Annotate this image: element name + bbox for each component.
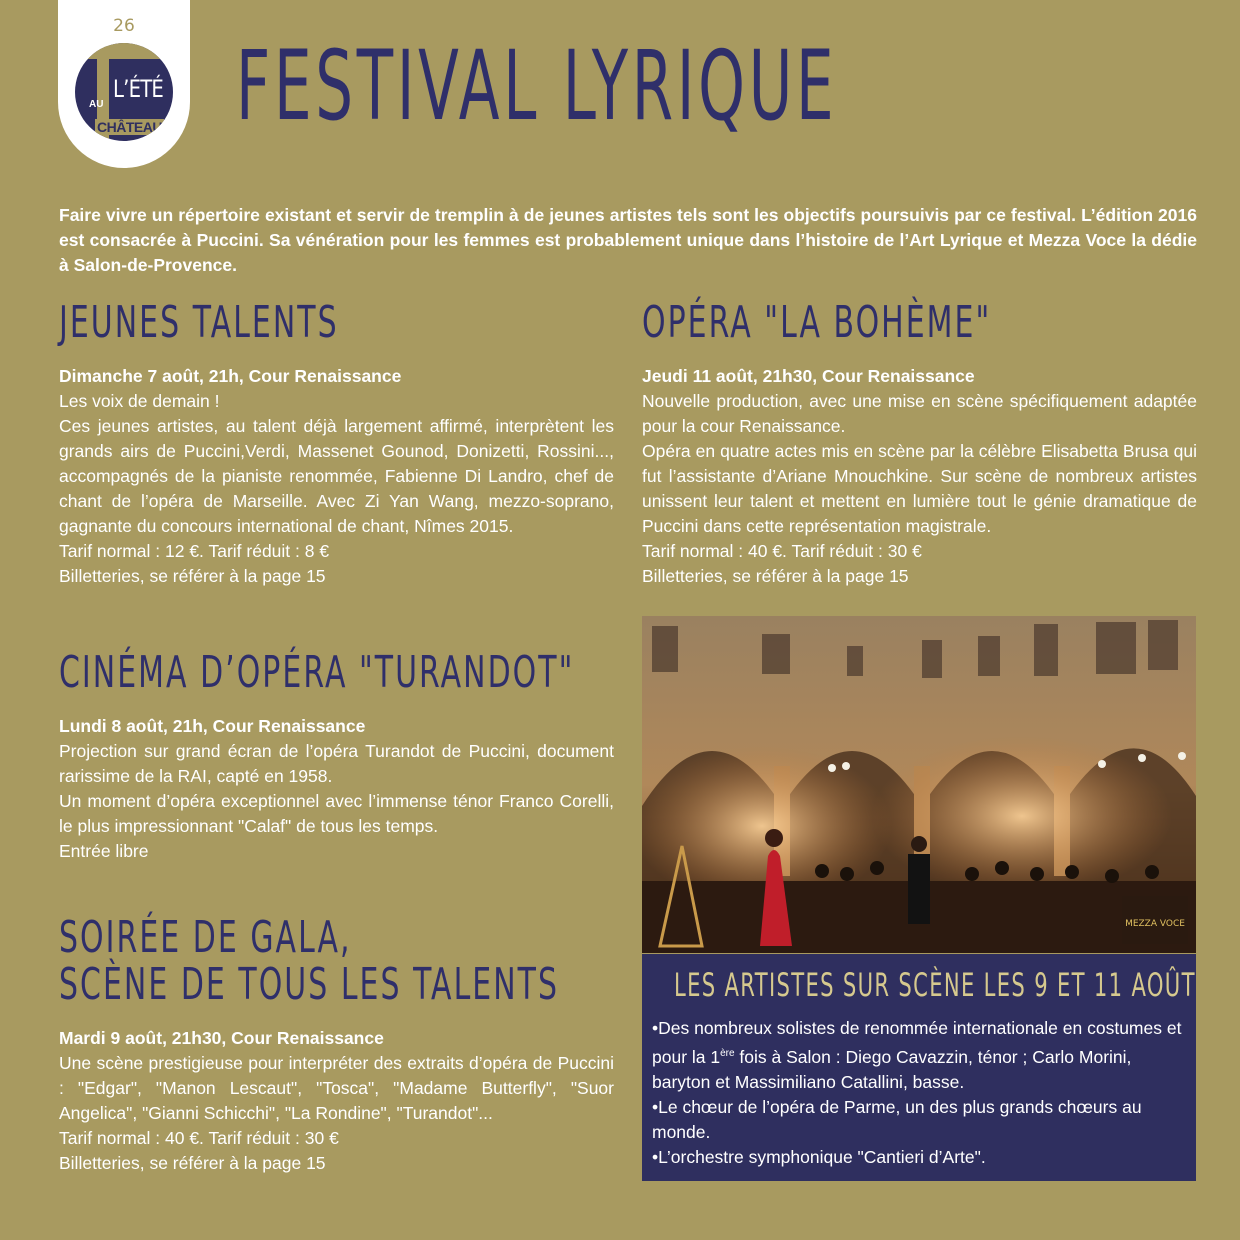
section-title-gala-line1: SOIRÉE DE GALA,: [59, 912, 352, 963]
event-cinema-opera: [59, 714, 614, 864]
list-item: •Le chœur de l’opéra de Parme, un des plus grands chœurs au monde.: [652, 1096, 1142, 1142]
event-date: Lundi 8 août, 21h, Cour Renaissance: [59, 716, 366, 736]
logo-ete-text: L’ÉTÉ: [113, 75, 164, 103]
artists-list: [652, 1016, 1190, 1170]
event-ticketing: Billetteries, se référer à la page 15: [59, 1153, 326, 1173]
list-item: [652, 1016, 1190, 1095]
page-number: 26: [113, 16, 135, 36]
event-description-2: Un moment d’opéra exceptionnel avec l’immense ténor Franco Corelli, le plus impressionnant "Calaf" de tous les temps.: [59, 791, 614, 836]
event-description-2: Opéra en quatre actes mis en scène par la célèbre Elisabetta Brusa qui fut l’assistante d’Ariane Mnouchkine. Sur scène de nombreux artistes unissent leur talent et mettent en lumière tout le génie dramatique de Puccini dans cette représentation magistrale.: [642, 441, 1197, 536]
event-la-boheme: [642, 364, 1197, 589]
list-item-text: •Des nombreux solistes de renommée internationale en costumes et pour la 1: [652, 1018, 1182, 1067]
event-tagline: Les voix de demain !: [59, 391, 220, 411]
section-title-cinema-opera: CINÉMA D’OPÉRA "TURANDOT": [59, 647, 575, 698]
event-soiree-gala: [59, 1026, 614, 1176]
event-description: Ces jeunes artistes, au talent déjà largement affirmé, interprètent les grands airs de Puccini,Verdi, Massenet Gounod, Donizetti, Rossini..., accompagnés de la pianiste renommée, Fabienne Di Landro, chef de chant de l’opéra de Marseille. Avec Zi Yan Wang, mezzo-soprano, gagnante du concours international de chant, Nîmes 2015.: [59, 416, 614, 536]
section-title-gala-line2: SCÈNE DE TOUS LES TALENTS: [59, 959, 559, 1010]
page-title: FESTIVAL LYRIQUE: [236, 30, 838, 142]
photo-watermark: MEZZA VOCE: [1125, 919, 1185, 929]
event-ticketing: Billetteries, se référer à la page 15: [59, 566, 326, 586]
event-ticketing: Billetteries, se référer à la page 15: [642, 566, 909, 586]
list-item-text-cont: fois à Salon : Diego Cavazzin, ténor ; Carlo Morini, baryton et Massimiliano Catallini, basse.: [652, 1046, 1132, 1092]
logo-au-text: AU: [89, 99, 104, 110]
event-date: Jeudi 11 août, 21h30, Cour Renaissance: [642, 366, 975, 386]
event-price: Entrée libre: [59, 841, 149, 861]
section-title-jeunes-talents: JEUNES TALENTS: [59, 297, 339, 348]
logo-bar: [75, 43, 173, 59]
event-description: Projection sur grand écran de l’opéra Turandot de Puccini, document rarissime de la RAI, capté en 1958.: [59, 741, 614, 786]
event-date: Dimanche 7 août, 21h, Cour Renaissance: [59, 366, 402, 386]
logo-tab: [58, 0, 190, 168]
intro-paragraph: Faire vivre un répertoire existant et servir de tremplin à de jeunes artistes tels sont les objectifs poursuivis par ce festival. L’édition 2016 est consacrée à Puccini. Sa vénération pour les femmes est probablement unique dans l’histoire de l’Art Lyrique et Mezza Voce la dédie à Salon-de-Provence.: [59, 205, 1197, 275]
section-title-la-boheme: OPÉRA "LA BOHÈME": [642, 297, 992, 348]
logo-chateau-text: CHÂTEAU: [97, 119, 162, 135]
concert-photo: [642, 616, 1196, 953]
list-item: •L’orchestre symphonique "Cantieri d’Arte".: [652, 1146, 986, 1167]
event-price: Tarif normal : 40 €. Tarif réduit : 30 €: [642, 541, 922, 561]
event-price: Tarif normal : 40 €. Tarif réduit : 30 €: [59, 1128, 339, 1148]
event-price: Tarif normal : 12 €. Tarif réduit : 8 €: [59, 541, 330, 561]
event-jeunes-talents: [59, 364, 614, 589]
event-description: Une scène prestigieuse pour interpréter des extraits d’opéra de Puccini : "Edgar", "Manon Lescaut", "Tosca", "Madame Butterfly", "Suor Angelica", "Gianni Schicchi", "La Rondine", "Turandot"...: [59, 1053, 614, 1123]
superscript: ère: [720, 1048, 735, 1059]
artists-box: [642, 954, 1196, 1181]
event-description: Nouvelle production, avec une mise en scène spécifiquement adaptée pour la cour Renaissance.: [642, 391, 1197, 436]
artists-box-title: LES ARTISTES SUR SCÈNE LES 9 ET 11 AOÛT: [674, 966, 1196, 1004]
ete-au-chateau-logo: [75, 43, 173, 141]
event-date: Mardi 9 août, 21h30, Cour Renaissance: [59, 1028, 384, 1048]
